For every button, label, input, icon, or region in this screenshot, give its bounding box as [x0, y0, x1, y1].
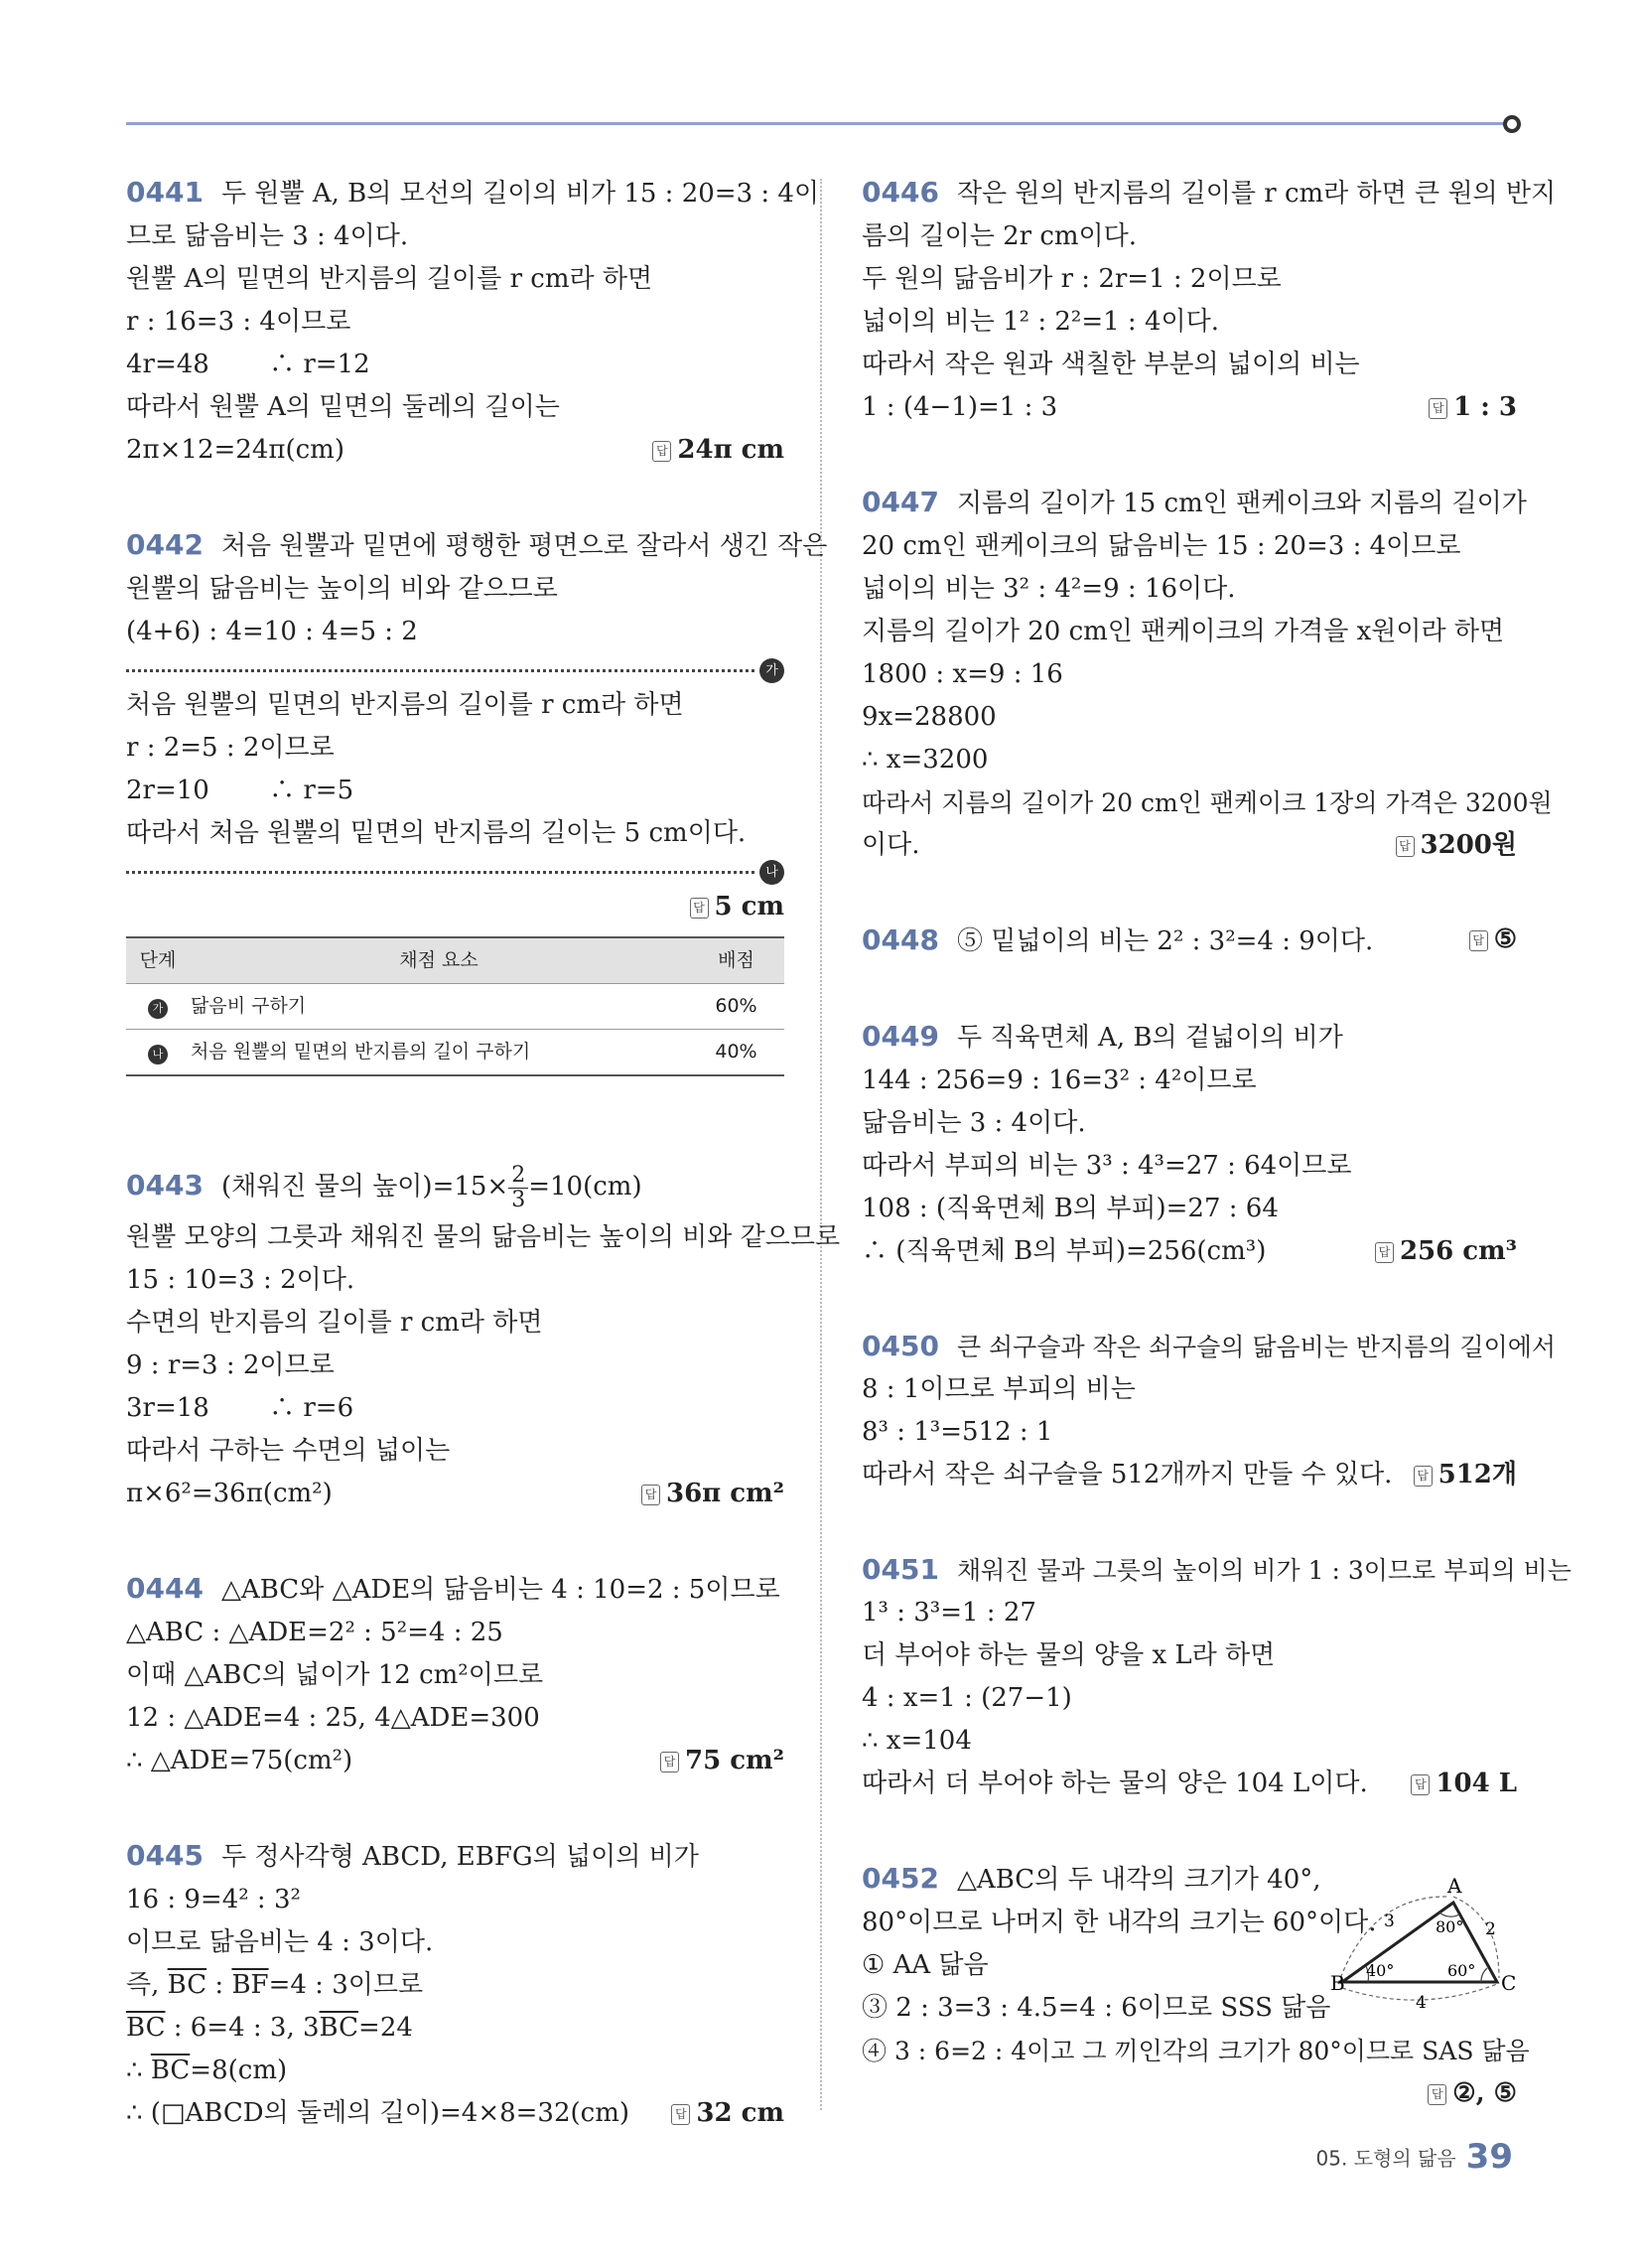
vertex-c-label: C [1501, 1971, 1517, 1995]
answer-mark-icon: 답 [1411, 1774, 1430, 1795]
answer: 답 24π cm [652, 429, 784, 472]
table-row: 가 닮음비 구하기 60% [126, 984, 784, 1030]
header-rule [126, 122, 1511, 125]
answer: 답 ⑤ [1469, 919, 1517, 961]
step-divider [126, 663, 778, 678]
problem-id: 0448 [862, 923, 939, 956]
answer-mark-icon: 답 [671, 2104, 690, 2125]
angle-a-label: 80° [1436, 1917, 1464, 1936]
problem-0450: 0450 큰 쇠구슬과 작은 쇠구슬의 닮음비는 반지름의 길이에서 8 : 1이므로 부피의 비는 8³ : 1³=512 : 1 따라서 작은 쇠구슬을 512개까지 만들 수 있다. 답 512개 [862, 1325, 1517, 1496]
answer-mark-icon: 답 [1469, 930, 1488, 951]
problem-0446: 0446 작은 원의 반지름의 길이를 r cm라 하면 큰 원의 반지 름의 길이는 2r cm이다. 두 원의 닮음비가 r : 2r=1 : 2이므로 넓이의 비는 1² : 2²=1 : 4이다. 따라서 작은 원과 색칠한 부분의 넓이의 비는 1 : (4−1)=1 : 3 답 1 : 3 [862, 171, 1517, 429]
angle-a-arc [1439, 1913, 1459, 1916]
answer-mark-icon: 답 [1375, 1242, 1394, 1263]
problem-id: 0442 [126, 528, 204, 561]
answer: 답 256 cm³ [1375, 1230, 1517, 1273]
problem-0452: 0452 △ABC의 두 내각의 크기가 40°, 80°이므로 나머지 한 내각의 크기는 60°이다. ① AA 닮음 ③ 2 : 3=3 : 4.5=4 : 6이므로 SSS 닮음 ④ 3 : 6=2 : 4이고 그 끼인각의 크기가 80°이므로 SAS 닮음 답 ②, ⑤ [862, 1857, 1517, 2115]
step-marker-ga: 가 [759, 658, 784, 683]
problem-0444: 0444 △ABC와 △ADE의 닮음비는 4 : 10=2 : 5이므로 △ABC : △ADE=2² : 5²=4 : 25 이때 △ABC의 넓이가 12 cm²이므로 12 : △ADE=4 : 25, 4△ADE=300 ∴ △ADE=75(cm²) 답 75 cm² [126, 1567, 784, 1782]
answer-mark-icon: 답 [652, 441, 671, 462]
problem-0442: 0442 처음 원뿔과 밑면에 평행한 평면으로 잘라서 생긴 작은 원뿔의 닮음비는 높이의 비와 같으므로 (4+6) : 4=10 : 4=5 : 2 가 처음 원뿔의 밑면의 반지름의 길이를 r cm라 하면 r : 2=5 : 2이므로 2r=10 ∴ r=5 따라서 처음 원뿔의 밑면의 반지름의 길이는 5 cm이다. 나 답 5 cm 단계 채점 요소 배점 가 닮음비 구하기 60% 나 처음 원뿔의 밑면의 반지름의 길이 구하기 40% [126, 523, 784, 1076]
step-divider [126, 865, 778, 880]
problem-id: 0450 [862, 1330, 939, 1362]
page-footer [1316, 2137, 1513, 2177]
problem-0451: 0451 채워진 물과 그릇의 높이의 비가 1 : 3이므로 부피의 비는 1³ : 3³=1 : 27 더 부어야 하는 물의 양을 x L라 하면 4 : x=1 : (27−1) ∴ x=104 따라서 더 부어야 하는 물의 양은 104 L이다. 답 104 L [862, 1548, 1517, 1805]
answer-mark-icon: 답 [641, 1485, 660, 1505]
problem-id: 0451 [862, 1553, 939, 1586]
angle-c-label: 60° [1447, 1961, 1476, 1980]
left-column [126, 171, 841, 2187]
table-row: 나 처음 원뿔의 밑면의 반지름의 길이 구하기 40% [126, 1030, 784, 1076]
answer-mark-icon: 답 [690, 898, 709, 919]
problem-id: 0446 [862, 176, 939, 209]
problem-0448: 0448 ⑤ 밑넓이의 비는 2² : 3²=4 : 9이다. 답 ⑤ [862, 919, 1517, 963]
angle-b-label: 40° [1366, 1961, 1395, 1980]
problem-0447: 0447 지름의 길이가 15 cm인 팬케이크와 지름의 길이가 20 cm인 팬케이크의 닮음비는 15 : 20=3 : 4이므로 넓이의 비는 3² : 4²=9 : 16이다. 지름의 길이가 20 cm인 팬케이크의 가격을 x원이라 하면 1800 : x=9 : 16 9x=28800 ∴ x=3200 따라서 지름의 길이가 20 cm인 팬케이크 1장의 가격은 3200원 이다. 답 3200원 [862, 481, 1517, 867]
problem-0443: 0443 (채워진 물의 높이)=15× $\frac{2}{3}$ =10(cm) 원뿔 모양의 그릇과 채워진 물의 닮음비는 높이의 비와 같으므로 15 : 10=3 : 2이다. 수면의 반지름의 길이를 r cm라 하면 9 : r=3 : 2이므로 3r=18 ∴ r=6 따라서 구하는 수면의 넓이는 π×6²=36π(cm²) 답 36π cm² [126, 1156, 784, 1515]
problem-0441: 0441 두 원뿔 A, B의 모선의 길이의 비가 15 : 20=3 : 4이 므로 닮음비는 3 : 4이다. 원뿔 A의 밑면의 반지름의 길이를 r cm라 하면 r : 16=3 : 4이므로 4r=48 ∴ r=12 따라서 원뿔 A의 밑면의 둘레의 길이는 2π×12=24π(cm) 답 24π cm [126, 171, 784, 472]
answer: 답 512개 [1414, 1454, 1517, 1496]
answer: 답 104 L [1411, 1763, 1517, 1805]
triangle-figure [1330, 1877, 1519, 2016]
problem-id: 0445 [126, 1839, 204, 1872]
answer-mark-icon: 답 [1396, 836, 1415, 857]
problem-id: 0441 [126, 176, 204, 209]
answer: 답 5 cm [690, 886, 784, 928]
problem-id: 0447 [862, 486, 939, 518]
answer-mark-icon: 답 [1414, 1466, 1433, 1487]
answer: 답 ②, ⑤ [1428, 2072, 1517, 2115]
header-rule-dot [1503, 115, 1521, 133]
side-ac-label: 2 [1485, 1919, 1496, 1939]
answer-mark-icon: 답 [1428, 2084, 1446, 2105]
problem-id: 0443 [126, 1169, 204, 1202]
answer: 답 75 cm² [660, 1740, 784, 1782]
chapter-title: 05. 도형의 닮음 [1315, 2146, 1456, 2171]
answer: 답 3200원 [1396, 824, 1517, 867]
step-marker-na: 나 [759, 860, 784, 885]
scoring-table: 단계 채점 요소 배점 가 닮음비 구하기 60% 나 처음 원뿔의 밑면의 반지름의 길이 구하기 40% [126, 936, 784, 1076]
problem-id: 0444 [126, 1572, 204, 1605]
problem-id: 0449 [862, 1020, 939, 1053]
vertex-b-label: B [1330, 1971, 1345, 1995]
side-bc-label: 4 [1416, 1993, 1427, 2013]
problem-id: 0452 [862, 1862, 939, 1895]
vertex-a-label: A [1447, 1877, 1462, 1898]
answer: 답 36π cm² [641, 1473, 784, 1515]
answer: 답 32 cm [671, 2092, 784, 2135]
answer-mark-icon: 답 [660, 1752, 679, 1772]
answer-mark-icon: 답 [1429, 398, 1447, 419]
angle-c-arc [1481, 1968, 1487, 1982]
fraction: $\frac{2}{3}$ [508, 1164, 528, 1212]
problem-0445: 0445 두 정사각형 ABCD, EBFG의 넓이의 비가 16 : 9=4² : 3² 이므로 닮음비는 4 : 3이다. 즉, $\overline{BC}$ : $\overline{BF}=4$ : 3이므로 $\overline{BC}$ : 6=4 : 3, $3\overline{BC}=24$ ∴ $\overline{BC}=8(cm)$ ∴ (□ABCD의 둘레의 길이)=4×8=32(cm) 답 32 cm [126, 1834, 784, 2135]
problem-0449: 0449 두 직육면체 A, B의 겉넓이의 비가 144 : 256=9 : 16=3² : 4²이므로 닮음비는 3 : 4이다. 따라서 부피의 비는 3³ : 4³=27 : 64이므로 108 : (직육면체 B의 부피)=27 : 64 ∴ (직육면체 B의 부피)=256(cm³) 답 256 cm³ [862, 1015, 1517, 1273]
side-ab-label: 3 [1384, 1912, 1395, 1931]
answer: 답 1 : 3 [1429, 386, 1517, 429]
right-column [862, 171, 1572, 2167]
column-separator [820, 179, 822, 2110]
page-number: 39 [1465, 2137, 1513, 2177]
